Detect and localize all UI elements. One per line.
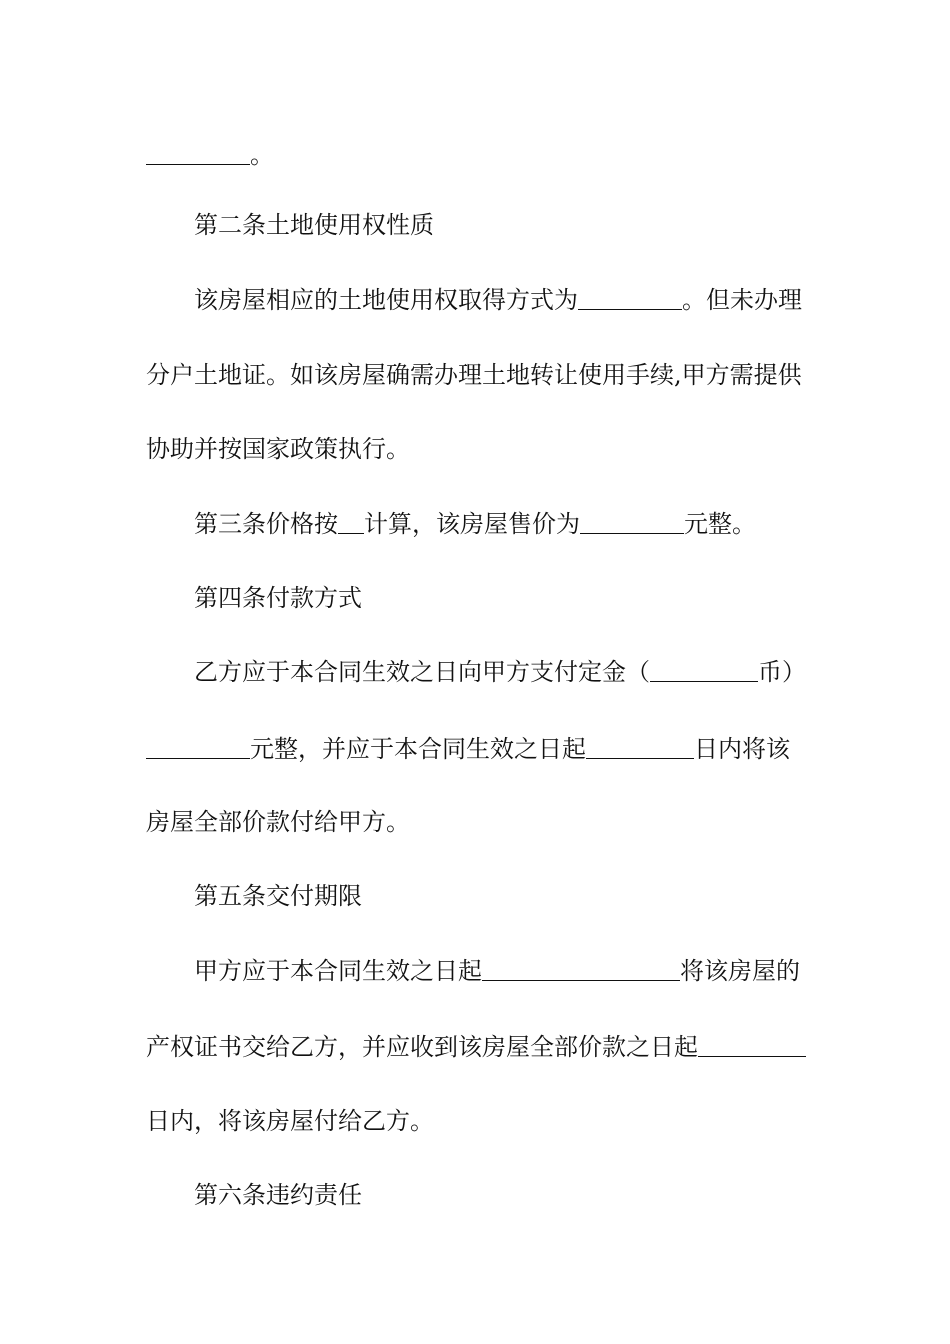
line-continuation: 。	[146, 139, 810, 171]
blank-field[interactable]	[698, 1032, 806, 1057]
article-5-text-2: 产权证书交给乙方，并应收到该房屋全部价款之日起	[146, 1031, 810, 1063]
article-4-heading: 第四条付款方式	[194, 584, 362, 612]
article-5-text-3: 日内，将该房屋付给乙方。	[146, 1107, 434, 1135]
article-2-text-2: 分户土地证。如该房屋确需办理土地转让使用手续,甲方需提供	[146, 361, 802, 389]
blank-field[interactable]	[482, 956, 680, 981]
article-3-text: 第三条价格按 计算，该房屋售价为 元整。	[194, 510, 756, 538]
article-2-text-1: 该房屋相应的土地使用权取得方式为 。但未办理	[194, 286, 802, 314]
article-4-text-1: 乙方应于本合同生效之日向甲方支付定金（ 币）	[194, 658, 806, 686]
article-2-heading: 第二条土地使用权性质	[194, 211, 434, 239]
blank-field[interactable]	[578, 285, 682, 310]
blank-field[interactable]	[146, 734, 250, 759]
blank-field[interactable]	[650, 657, 758, 682]
article-6-heading: 第六条违约责任	[194, 1181, 362, 1209]
article-5-heading: 第五条交付期限	[194, 882, 362, 910]
article-5-text-1: 甲方应于本合同生效之日起 将该房屋的	[194, 957, 800, 985]
article-4-text-3: 房屋全部价款付给甲方。	[146, 808, 410, 836]
blank-field[interactable]	[146, 140, 250, 165]
blank-field[interactable]	[580, 509, 684, 534]
article-4-text-2: 元整，并应于本合同生效之日起 日内将该	[146, 733, 810, 765]
article-2-text-3: 协助并按国家政策执行。	[146, 435, 410, 463]
blank-field[interactable]	[338, 509, 364, 534]
blank-field[interactable]	[586, 734, 694, 759]
